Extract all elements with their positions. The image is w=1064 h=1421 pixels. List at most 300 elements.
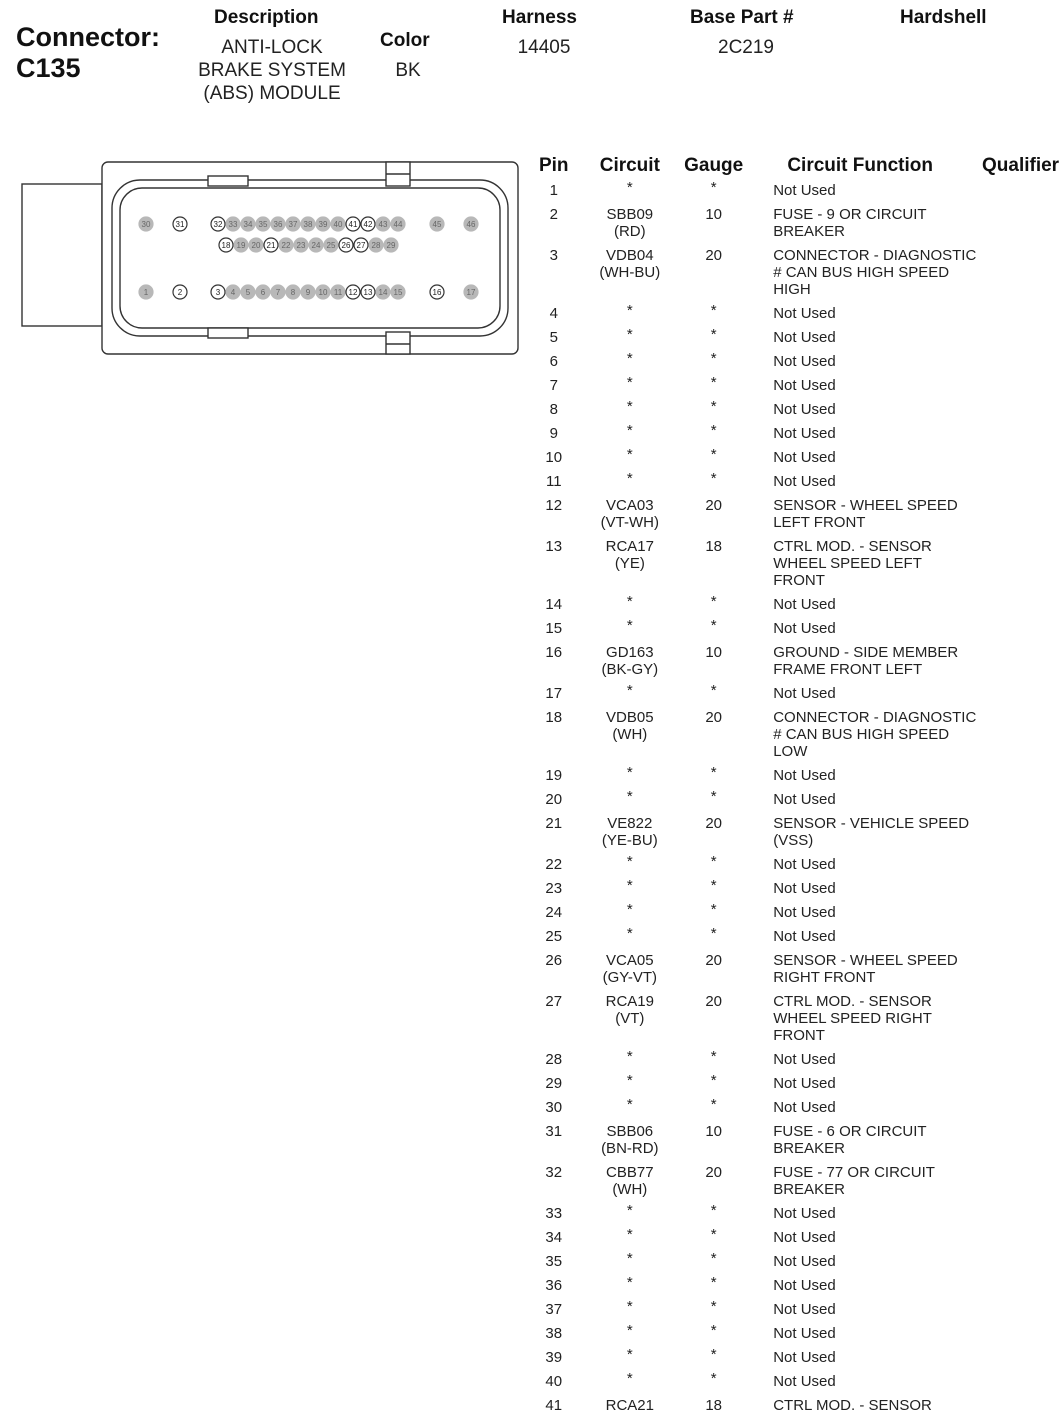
circuit-function-text: SENSOR - WHEEL SPEED LEFT FRONT <box>773 497 958 531</box>
pin-number <box>532 305 576 329</box>
circuit-function <box>743 247 977 305</box>
wire-gauge-text: * <box>710 1226 717 1243</box>
wire-gauge-text: 10 <box>705 206 722 223</box>
pin-cavity-label: 38 <box>303 220 313 229</box>
description-line: (ABS) MODULE <box>203 83 341 104</box>
pin-cavity-22 <box>279 238 293 252</box>
qualifier <box>977 791 1064 815</box>
circuit-function <box>743 596 977 620</box>
qualifier <box>977 928 1064 952</box>
circuit-function-text: Not Used <box>773 1099 836 1116</box>
circuit-function-text: FUSE - 6 OR CIRCUIT BREAKER <box>773 1123 927 1157</box>
circuit-function-text: Not Used <box>773 473 836 490</box>
circuit-code-text: * <box>626 682 633 699</box>
pin-cavity-16 <box>430 285 444 299</box>
pin-number-text: 10 <box>545 449 563 466</box>
pin-cavity-2 <box>173 285 187 299</box>
circuit-code-text: * <box>626 302 633 319</box>
pin-number <box>532 1373 576 1397</box>
circuit-code <box>576 617 685 644</box>
bottom-key-tab <box>208 328 248 338</box>
circuit-code-text: * <box>626 374 633 391</box>
circuit-code <box>576 709 685 767</box>
pin-number-text: 37 <box>545 1301 563 1318</box>
wire-gauge-text: 10 <box>705 1123 722 1140</box>
pin-cavity-30 <box>139 217 153 231</box>
circuit-function-text: Not Used <box>773 401 836 418</box>
circuit-function <box>743 1164 977 1205</box>
pin-number-text: 23 <box>545 880 563 897</box>
pin-number-text: 20 <box>545 791 563 808</box>
pin-number <box>532 620 576 644</box>
pin-row <box>532 377 1064 401</box>
pin-number <box>532 1277 576 1301</box>
pin-number <box>532 1325 576 1349</box>
pin-cavity-12 <box>346 285 360 299</box>
connector-id: C135 <box>16 53 81 83</box>
circuit-code-text: RCA19 (VT) <box>605 993 654 1027</box>
pin-cavity-label: 34 <box>243 220 253 229</box>
circuit-function-text: Not Used <box>773 1325 836 1342</box>
circuit-function <box>743 620 977 644</box>
pin-number-text: 12 <box>545 497 563 514</box>
wire-gauge-text: * <box>710 1202 717 1219</box>
pin-number-text: 21 <box>545 815 563 832</box>
pin-cavity-label: 27 <box>356 241 366 250</box>
circuit-code <box>576 1370 685 1397</box>
qualifier <box>977 1205 1064 1229</box>
pin-cavity-label: 3 <box>215 288 221 297</box>
circuit-function <box>743 329 977 353</box>
circuit-code-text: * <box>626 422 633 439</box>
pin-cavity-33 <box>226 217 240 231</box>
pin-cavity-9 <box>301 285 315 299</box>
pin-cavity-13 <box>361 285 375 299</box>
pin-cavity-28 <box>369 238 383 252</box>
circuit-code-text: * <box>626 1346 633 1363</box>
description-line: BRAKE SYSTEM <box>198 60 346 81</box>
pin-number <box>532 1051 576 1075</box>
header-circuit: Circuit <box>599 155 660 176</box>
pin-row <box>532 993 1064 1051</box>
wire-gauge-text: * <box>710 925 717 942</box>
circuit-function-text: Not Used <box>773 1373 836 1390</box>
wire-gauge-text: * <box>710 1370 717 1387</box>
circuit-function <box>743 1373 977 1397</box>
pin-number-text: 6 <box>549 353 558 370</box>
pin-row <box>532 1229 1064 1253</box>
pin-number <box>532 815 576 856</box>
circuit-code-text: * <box>626 350 633 367</box>
circuit-code <box>576 815 685 856</box>
wire-gauge-text: * <box>710 302 717 319</box>
pin-row <box>532 767 1064 791</box>
pin-row <box>532 596 1064 620</box>
pin-number <box>532 182 576 206</box>
pin-cavity-15 <box>391 285 405 299</box>
pin-number-text: 28 <box>545 1051 563 1068</box>
circuit-code-text: * <box>626 1274 633 1291</box>
pin-row <box>532 206 1064 247</box>
pin-cavity-label: 8 <box>290 288 296 297</box>
pin-cavity-46 <box>464 217 478 231</box>
circuit-code-text: VDB04 (WH-BU) <box>599 247 661 281</box>
connector-face-diagram <box>20 158 520 358</box>
circuit-function <box>743 644 977 685</box>
qualifier <box>977 880 1064 904</box>
circuit-function-text: Not Used <box>773 1253 836 1270</box>
pin-cavity-label: 31 <box>175 220 185 229</box>
wire-gauge-text: 20 <box>705 709 722 726</box>
circuit-function <box>743 1301 977 1325</box>
pin-number <box>532 377 576 401</box>
circuit-function <box>743 1099 977 1123</box>
pin-number-text: 39 <box>545 1349 563 1366</box>
circuit-function-text: CONNECTOR - DIAGNOSTIC # CAN BUS HIGH SPEED LOW <box>773 709 977 760</box>
circuit-function-text: Not Used <box>773 1205 836 1222</box>
circuit-function-text: Not Used <box>773 904 836 921</box>
circuit-function <box>743 1123 977 1164</box>
circuit-function <box>743 880 977 904</box>
pin-number-text: 38 <box>545 1325 563 1342</box>
pin-cavity-label: 28 <box>371 241 381 250</box>
circuit-function <box>743 993 977 1051</box>
circuit-code-text: * <box>626 1048 633 1065</box>
pin-number-text: 40 <box>545 1373 563 1390</box>
pin-cavity-36 <box>271 217 285 231</box>
circuit-function-text: CTRL MOD. - SENSOR <box>773 1397 932 1414</box>
circuit-code-text: * <box>626 764 633 781</box>
circuit-function <box>743 473 977 497</box>
pin-number <box>532 425 576 449</box>
pin-row <box>532 856 1064 880</box>
wire-gauge-text: * <box>710 350 717 367</box>
pin-number-text: 5 <box>549 329 558 346</box>
pin-number-text: 31 <box>545 1123 563 1140</box>
wire-gauge <box>684 1397 743 1421</box>
pin-row <box>532 1051 1064 1075</box>
wire-gauge-text: * <box>710 1322 717 1339</box>
wire-gauge-text: * <box>710 593 717 610</box>
circuit-code <box>576 470 685 497</box>
circuit-function-text: FUSE - 77 OR CIRCUIT BREAKER <box>773 1164 935 1198</box>
wire-gauge-text: * <box>710 446 717 463</box>
circuit-code-text: * <box>626 925 633 942</box>
description-value <box>172 36 372 105</box>
circuit-code-text: * <box>626 1202 633 1219</box>
pin-cavity-label: 10 <box>318 288 328 297</box>
wire-gauge <box>684 682 743 709</box>
pin-row <box>532 1205 1064 1229</box>
pin-cavity-label: 18 <box>221 241 231 250</box>
pin-row <box>532 1164 1064 1205</box>
description-label: Description <box>214 7 319 28</box>
qualifier <box>977 856 1064 880</box>
pin-number-text: 29 <box>545 1075 563 1092</box>
wire-gauge <box>684 470 743 497</box>
circuit-function <box>743 401 977 425</box>
pin-cavity-45 <box>430 217 444 231</box>
wire-gauge-text: 18 <box>705 538 722 555</box>
pin-number-text: 8 <box>549 401 558 418</box>
pin-row <box>532 473 1064 497</box>
circuit-code-text: * <box>626 326 633 343</box>
qualifier <box>977 1349 1064 1373</box>
pin-row <box>532 1075 1064 1099</box>
pin-cavity-4 <box>226 285 240 299</box>
pin-row <box>532 1373 1064 1397</box>
wire-gauge-text: * <box>710 326 717 343</box>
qualifier <box>977 1123 1064 1164</box>
circuit-code <box>576 1164 685 1205</box>
pin-number <box>532 767 576 791</box>
pin-table-header <box>532 150 1064 182</box>
pin-number-text: 19 <box>545 767 563 784</box>
pin-row <box>532 1099 1064 1123</box>
qualifier <box>977 1325 1064 1349</box>
pin-number-text: 14 <box>545 596 563 613</box>
wire-gauge-text: 20 <box>705 247 722 264</box>
pin-cavity-37 <box>286 217 300 231</box>
pin-row <box>532 305 1064 329</box>
pin-number-text: 22 <box>545 856 563 873</box>
pin-number <box>532 880 576 904</box>
circuit-function <box>743 182 977 206</box>
circuit-code-text: RCA17 (YE) <box>605 538 654 572</box>
pin-number-text: 11 <box>545 473 562 490</box>
pin-cavity-44 <box>391 217 405 231</box>
circuit-function <box>743 425 977 449</box>
circuit-function-text: Not Used <box>773 425 836 442</box>
pin-number <box>532 1123 576 1164</box>
pin-cavity-25 <box>324 238 338 252</box>
pin-row <box>532 538 1064 596</box>
qualifier <box>977 685 1064 709</box>
qualifier <box>977 767 1064 791</box>
pin-cavity-27 <box>354 238 368 252</box>
wire-gauge <box>684 1123 743 1164</box>
qualifier <box>977 815 1064 856</box>
pin-cavity-label: 22 <box>281 241 291 250</box>
circuit-function <box>743 767 977 791</box>
header-gauge: Gauge <box>684 155 744 176</box>
circuit-code-text: * <box>626 446 633 463</box>
hardshell-label: Hardshell <box>900 7 987 28</box>
circuit-function-text: SENSOR - WHEEL SPEED RIGHT FRONT <box>773 952 958 986</box>
wire-gauge <box>684 1164 743 1205</box>
pin-cavity-39 <box>316 217 330 231</box>
circuit-code <box>576 952 685 993</box>
circuit-function <box>743 1253 977 1277</box>
wire-gauge <box>684 993 743 1051</box>
circuit-function-text: Not Used <box>773 305 836 322</box>
circuit-function <box>743 1205 977 1229</box>
pin-number <box>532 791 576 815</box>
circuit-code-text: * <box>626 470 633 487</box>
pin-cavity-14 <box>376 285 390 299</box>
pin-cavity-label: 42 <box>363 220 373 229</box>
circuit-function-text: Not Used <box>773 1349 836 1366</box>
pin-number <box>532 1164 576 1205</box>
circuit-function-text: Not Used <box>773 449 836 466</box>
pin-cavity-31 <box>173 217 187 231</box>
qualifier <box>977 247 1064 305</box>
pin-cavity-18 <box>219 238 233 252</box>
qualifier <box>977 993 1064 1051</box>
circuit-code-text: * <box>626 901 633 918</box>
pin-number-text: 9 <box>549 425 558 442</box>
harness-label: Harness <box>502 7 577 28</box>
wire-gauge-text: * <box>710 1298 717 1315</box>
circuit-code-text: CBB77 (WH) <box>606 1164 654 1198</box>
pin-cavity-label: 24 <box>311 241 321 250</box>
qualifier <box>977 596 1064 620</box>
harness-value: 14405 <box>517 37 571 58</box>
pin-cavity-35 <box>256 217 270 231</box>
pin-cavity-label: 25 <box>326 241 336 250</box>
wire-gauge-text: 20 <box>705 815 722 832</box>
wire-gauge-text: * <box>710 877 717 894</box>
circuit-code <box>576 247 685 305</box>
circuit-function <box>743 497 977 538</box>
pin-cavity-10 <box>316 285 330 299</box>
wire-gauge <box>684 497 743 538</box>
wire-gauge-text: * <box>710 788 717 805</box>
pin-cavity-11 <box>331 285 345 299</box>
wire-gauge <box>684 1370 743 1397</box>
pin-cavity-label: 19 <box>236 241 246 250</box>
bottom-lock-tab <box>386 332 410 354</box>
pin-cavity-label: 35 <box>258 220 268 229</box>
pin-row <box>532 1253 1064 1277</box>
circuit-function <box>743 1229 977 1253</box>
pin-cavity-label: 9 <box>305 288 311 297</box>
wire-gauge <box>684 206 743 247</box>
circuit-function-text: Not Used <box>773 353 836 370</box>
pin-cavity-label: 5 <box>245 288 251 297</box>
circuit-function <box>743 904 977 928</box>
pin-number-text: 25 <box>545 928 563 945</box>
circuit-function <box>743 815 977 856</box>
circuit-code-text: VCA03 (VT-WH) <box>600 497 659 531</box>
circuit-function-text: Not Used <box>773 329 836 346</box>
circuit-function-text: CTRL MOD. - SENSOR WHEEL SPEED RIGHT FRONT <box>773 993 932 1044</box>
wire-gauge-text: * <box>710 1250 717 1267</box>
pin-row <box>532 815 1064 856</box>
circuit-code <box>576 1397 685 1421</box>
pin-number <box>532 856 576 880</box>
circuit-code-text: RCA21 <box>605 1397 654 1414</box>
circuit-function <box>743 305 977 329</box>
pin-number <box>532 1205 576 1229</box>
wire-gauge <box>684 952 743 993</box>
pin-cavity-label: 45 <box>432 220 442 229</box>
pin-number <box>532 952 576 993</box>
pin-cavity-label: 2 <box>177 288 183 297</box>
pin-row <box>532 1123 1064 1164</box>
qualifier <box>977 473 1064 497</box>
qualifier <box>977 182 1064 206</box>
circuit-function <box>743 353 977 377</box>
pin-cavity-label: 17 <box>466 288 476 297</box>
pin-number-text: 34 <box>545 1229 563 1246</box>
pin-number-text: 1 <box>549 182 558 199</box>
circuit-code-text: VDB05 (WH) <box>606 709 654 743</box>
pin-cavity-3 <box>211 285 225 299</box>
qualifier <box>977 425 1064 449</box>
circuit-function-text: Not Used <box>773 1229 836 1246</box>
pin-cavity-29 <box>384 238 398 252</box>
wire-gauge-text: * <box>710 1274 717 1291</box>
wire-gauge-text: 10 <box>705 644 722 661</box>
circuit-code <box>576 682 685 709</box>
pin-number-text: 36 <box>545 1277 563 1294</box>
pin-cavity-20 <box>249 238 263 252</box>
pin-cavity-7 <box>271 285 285 299</box>
pin-cavity-19 <box>234 238 248 252</box>
pin-number <box>532 538 576 596</box>
circuit-code <box>576 925 685 952</box>
pin-number <box>532 1349 576 1373</box>
pin-cavity-24 <box>309 238 323 252</box>
pin-number <box>532 247 576 305</box>
qualifier <box>977 1301 1064 1325</box>
circuit-function <box>743 709 977 767</box>
pin-cavity-label: 36 <box>273 220 283 229</box>
qualifier <box>977 1099 1064 1123</box>
wire-gauge-text: * <box>710 901 717 918</box>
pin-number-text: 17 <box>545 685 563 702</box>
circuit-code-text: * <box>626 1096 633 1113</box>
wire-gauge <box>684 538 743 596</box>
wire-gauge-text: 20 <box>705 952 722 969</box>
circuit-function <box>743 928 977 952</box>
wire-gauge-text: * <box>710 617 717 634</box>
pin-number <box>532 329 576 353</box>
pin-number-text: 35 <box>545 1253 563 1270</box>
pin-number-text: 13 <box>545 538 563 555</box>
pin-cavity-label: 29 <box>386 241 396 250</box>
circuit-function-text: Not Used <box>773 1301 836 1318</box>
description-line: ANTI-LOCK <box>221 37 323 58</box>
circuit-function-text: SENSOR - VEHICLE SPEED (VSS) <box>773 815 970 849</box>
pin-number <box>532 685 576 709</box>
wire-gauge-text: 20 <box>705 1164 722 1181</box>
pin-cavity-label: 44 <box>393 220 403 229</box>
pin-row <box>532 401 1064 425</box>
qualifier <box>977 1164 1064 1205</box>
wire-gauge-text: 18 <box>705 1397 722 1414</box>
pin-number-text: 27 <box>545 993 563 1010</box>
circuit-function-text: GROUND - SIDE MEMBER FRAME FRONT LEFT <box>773 644 959 678</box>
circuit-function-text: Not Used <box>773 620 836 637</box>
wire-gauge-text: * <box>710 853 717 870</box>
pin-row <box>532 1277 1064 1301</box>
qualifier <box>977 401 1064 425</box>
wire-gauge <box>684 1096 743 1123</box>
pin-row <box>532 791 1064 815</box>
circuit-code <box>576 206 685 247</box>
pin-number <box>532 206 576 247</box>
pin-row <box>532 620 1064 644</box>
pin-cavity-label: 6 <box>260 288 266 297</box>
pin-number-text: 30 <box>545 1099 563 1116</box>
qualifier <box>977 206 1064 247</box>
pin-row <box>532 449 1064 473</box>
wire-gauge-text: * <box>710 682 717 699</box>
qualifier <box>977 709 1064 767</box>
circuit-function-text: Not Used <box>773 880 836 897</box>
